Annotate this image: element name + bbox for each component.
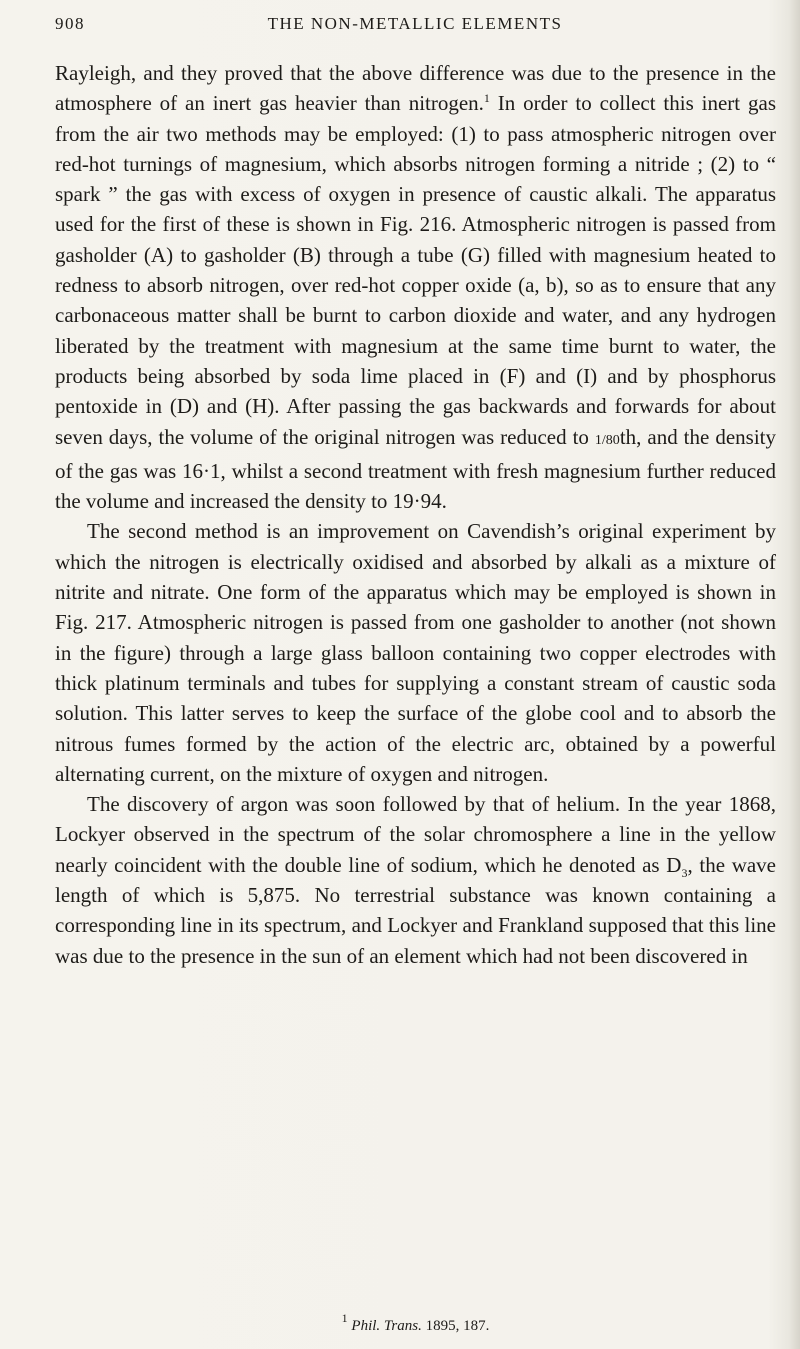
paragraph-2: The second method is an improvement on Cavendish’s original experiment by which the nitrogen is electrically oxidised and absorbed by alkali as a mixture of nitrite and nitrate. One form of the apparatus which may be employed is shown in Fig. 217. Atmospheric nitrogen is passed from one gasholder to another (not shown in the figure) through a large glass balloon containing two copper electrodes with thick platinum terminals and tubes for supplying a constant stream of caustic soda solution. This latter serves to keep the surface of the globe cool and to absorb the nitrous fumes formed by the action of the electric arc, obtained by a powerful alternating current, on the mixture of oxygen and nitrogen. [55, 519, 776, 786]
footnote-marker: 1 [341, 1311, 348, 1325]
paragraph-1-text-b: In order to collect this inert gas from the air two methods may be employed: (1) to pass atmospheric nitrogen over red-hot turnings of magnesium, which absorbs nitrogen forming a nitride ; (2) to “ spark ” the gas with excess of oxygen in presence of caustic alkali. The apparatus used for the first of these is shown in Fig. 216. Atmospheric nitrogen is passed from gasholder (A) to gasholder (B) through a tube (G) filled with magnesium heated to redness to absorb nitrogen, over red-hot copper oxide (a, b), so as to ensure that any carbonaceous matter shall be burnt to carbon dioxide and water, and any hydrogen liberated by the treatment with magnesium at the same time burnt to water, the products being absorbed by soda lime placed in (F) and (I) and by phosphorus pentoxide in (D) and (H). After passing the gas backwards and forwards for about seven days, the volume of the original nitrogen was reduced to [55, 91, 776, 449]
subscript: 3 [681, 865, 688, 880]
paragraph-1-text-c: th, and the density of the gas was 16·1, whilst a second treatment with fresh magnesium further reduced the volume and increased the density to 19·94. [55, 424, 776, 514]
paragraph-3-text-b: , the wave length of which is 5,875. No terrestrial substance was known containing a corresponding line in its spectrum, and Lockyer and Frankland supposed that this line was due to the presence in the sun of an element which had not been discovered in [55, 852, 777, 968]
page-number: 908 [55, 14, 85, 33]
paragraph-3 [55, 789, 776, 971]
paragraph-1-text-a: Rayleigh, and they proved that the above difference was due to the presence in the atmosphere of an inert gas heavier than nitrogen. [55, 61, 776, 116]
footnote-reference: 1 [483, 91, 490, 106]
fraction: 1/80 [594, 432, 620, 448]
footnote-citation: 1895, 187. [421, 1318, 490, 1334]
running-title: THE NON-METALLIC ELEMENTS [267, 14, 563, 33]
footnote-journal: Phil. Trans. [351, 1318, 422, 1334]
paragraph-1 [55, 58, 776, 516]
footnote [55, 1311, 776, 1335]
body-text [55, 58, 776, 971]
page-header [55, 14, 775, 40]
paragraph-3-text-a: The discovery of argon was soon followed by that of helium. In the year 1868, Lockyer observed in the spectrum of the solar chromosphere a line in the yellow nearly coincident with the double line of sodium, which he denoted as D [55, 792, 776, 877]
